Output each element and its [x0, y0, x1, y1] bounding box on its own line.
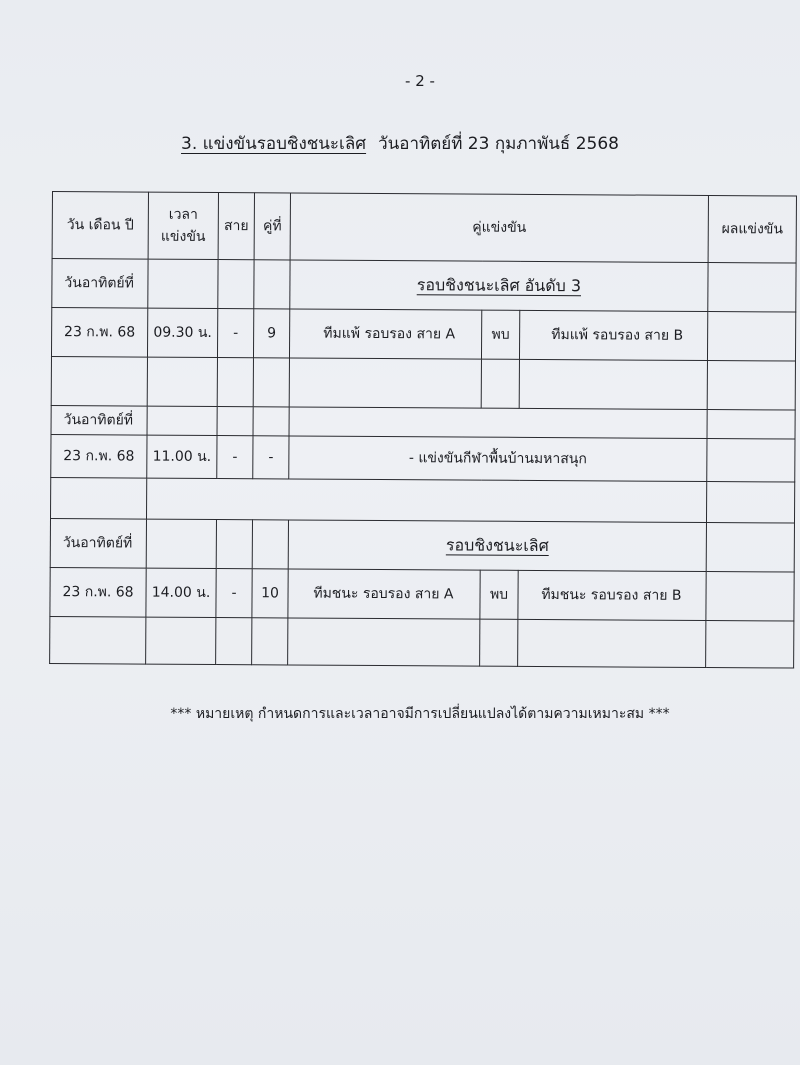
- date-cell: 23 ก.พ. 68: [50, 567, 146, 617]
- table-row: [52, 259, 796, 313]
- result-cell: [707, 410, 795, 440]
- header-time-line2: แข่งขัน: [160, 228, 206, 245]
- footnote: *** หมายเหตุ กำหนดการและเวลาอาจมีการเปลี่ยนแปลงได้ตามความเหมาะสม ***: [170, 706, 670, 722]
- header-time-line1: เวลา: [168, 206, 198, 223]
- table-row: [50, 477, 794, 523]
- table-row: [51, 308, 795, 362]
- header-match: คู่แข่งขัน: [290, 193, 708, 263]
- time-cell: 09.30 น.: [147, 308, 217, 357]
- table-row: [51, 434, 795, 482]
- schedule-table: [49, 191, 797, 669]
- date-cell: 23 ก.พ. 68: [51, 434, 147, 478]
- table-row: [50, 567, 794, 621]
- result-cell: [707, 439, 795, 483]
- round-title: รอบชิงชนะเลิศ: [288, 520, 706, 572]
- group-cell: -: [217, 436, 253, 479]
- time-cell: 11.00 น.: [147, 435, 217, 478]
- header-group: สาย: [218, 193, 254, 260]
- pair-cell: 10: [252, 569, 288, 618]
- round-title: รอบชิงชนะเลิศ อันดับ 3: [290, 260, 708, 312]
- team-a-cell: ทีมชนะ รอบรอง สาย A: [288, 569, 480, 619]
- table-header-row: [52, 192, 796, 264]
- team-b-cell: ทีมแพ้ รอบรอง สาย B: [519, 310, 707, 360]
- table-row: [51, 405, 795, 439]
- result-cell: [707, 312, 795, 362]
- page-number: - 2 -: [405, 72, 435, 90]
- result-cell: [706, 572, 794, 622]
- day-cell: วันอาทิตย์ที่: [50, 518, 146, 568]
- section-heading: [0, 130, 800, 157]
- table-row: [50, 518, 794, 572]
- header-time: [148, 192, 218, 259]
- group-cell: -: [216, 569, 252, 618]
- header-pair: คู่ที่: [254, 193, 290, 260]
- team-b-cell: ทีมชนะ รอบรอง สาย B: [518, 570, 706, 620]
- header-date: วัน เดือน ปี: [52, 192, 148, 260]
- section-title: 3. แข่งขันรอบชิงชนะเลิศ: [181, 134, 367, 154]
- table-row: [51, 356, 795, 410]
- header-result: ผลแข่งขัน: [708, 196, 796, 264]
- day-cell: วันอาทิตย์ที่: [52, 259, 148, 309]
- section-date: วันอาทิตย์ที่ 23 กุมภาพันธ์ 2568: [378, 134, 619, 154]
- table-row: [50, 616, 794, 668]
- vs-cell: พบ: [481, 310, 519, 359]
- group-cell: -: [217, 309, 253, 358]
- time-cell: 14.00 น.: [146, 568, 216, 617]
- day-cell: วันอาทิตย์ที่: [51, 405, 147, 435]
- activity-cell: - แข่งขันกีฬาพื้นบ้านมหาสนุก: [289, 436, 707, 482]
- pair-cell: -: [253, 436, 289, 479]
- result-cell: [708, 263, 796, 313]
- pair-cell: 9: [253, 309, 289, 358]
- result-cell: [706, 523, 794, 573]
- team-a-cell: ทีมแพ้ รอบรอง สาย A: [289, 309, 481, 359]
- date-cell: 23 ก.พ. 68: [51, 308, 147, 358]
- vs-cell: พบ: [480, 570, 518, 619]
